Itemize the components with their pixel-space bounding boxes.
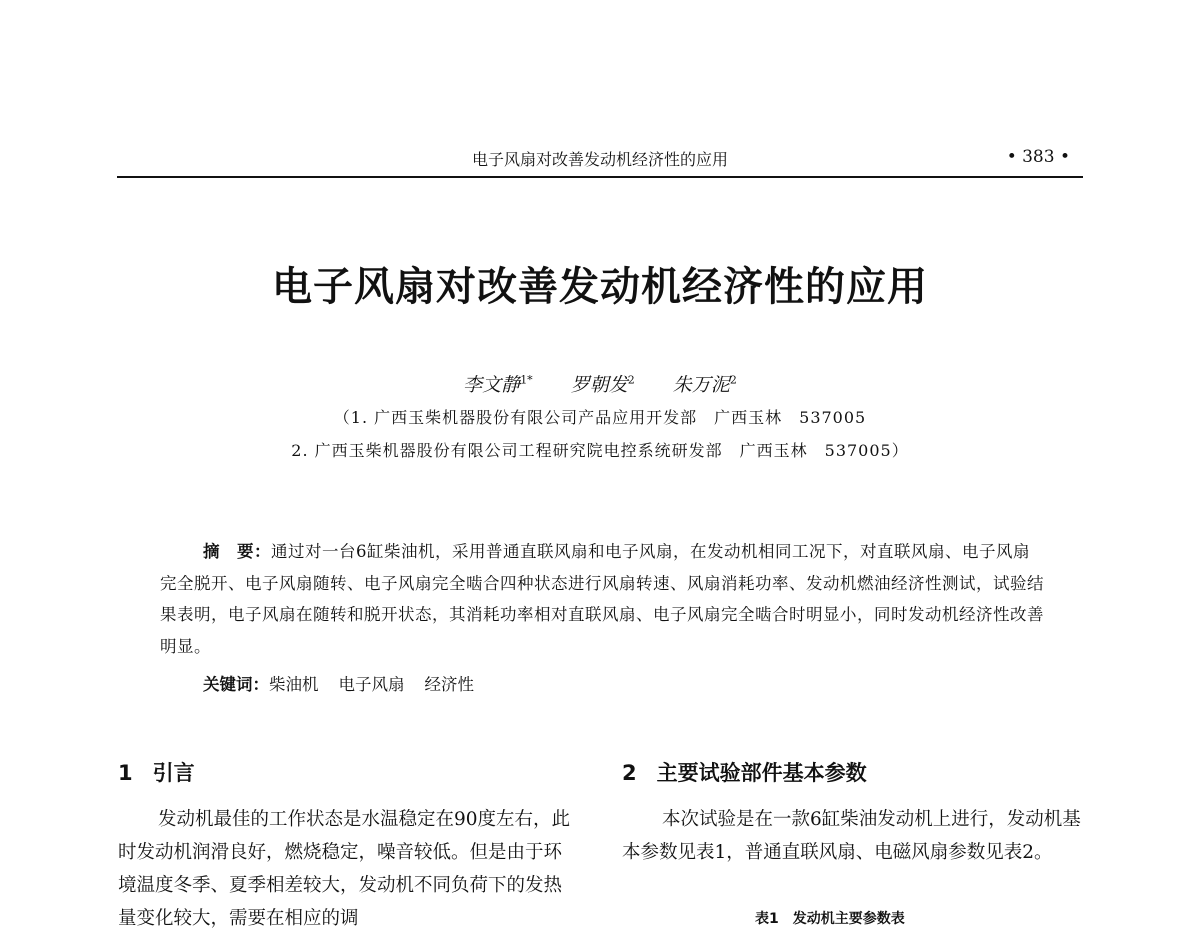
author-name: 朱万泥 [672,374,730,396]
section-heading-1 [118,757,195,787]
keywords-label: 关键词： [203,675,269,694]
author-affil-mark: 2 [627,373,635,387]
abstract-text: 通过对一台6缸柴油机，采用普通直联风扇和电子风扇，在发动机相同工况下，对直联风扇、电子风扇完全脱开、电子风扇随转、电子风扇完全啮合四种状态进行风扇转速、风扇消耗功率、发动机燃油经济性测试，试验结果表明，电子风扇在随转和脱开状态，其消耗功率相对直联风扇、电子风扇完全啮合时明显小，同时发动机经济性改善明显。 [160,542,1044,656]
header-rule [117,176,1083,178]
author-affil-mark: 1* [520,373,533,387]
author [463,374,533,396]
keyword: 经济性 [424,675,474,694]
page-number: • 383 • [1006,147,1070,167]
author [571,374,635,396]
table-caption: 表1 发动机主要参数表 [755,911,905,927]
section-number: 1 [118,761,133,785]
author-name: 罗朝发 [570,374,628,396]
author-affil-mark: 2 [729,373,737,387]
affiliation-2: 2. 广西玉柴机器股份有限公司工程研究院电控系统研发部 广西玉林 537005） [291,441,909,460]
section-1-body: 发动机最佳的工作状态是水温稳定在90度左右，此时发动机润滑良好，燃烧稳定，噪音较低。但是由于环境温度冬季、夏季相差较大，发动机不同负荷下的发热量变化较大，需要在相应的调 [118,809,571,929]
keyword: 电子风扇 [338,675,405,694]
running-title: 电子风扇对改善发动机经济性的应用 [471,150,728,169]
section-title: 主要试验部件基本参数 [656,761,867,785]
abstract-label: 摘 要： [203,542,271,561]
keywords [203,671,494,695]
keyword: 柴油机 [269,675,319,694]
paper-title: 电子风扇对改善发动机经济性的应用 [272,263,928,310]
abstract [160,536,1045,662]
section-title: 引言 [152,761,195,785]
section-heading-2 [622,757,867,787]
author [673,374,737,396]
affiliation-1: （1. 广西玉柴机器股份有限公司产品应用开发部 广西玉林 537005 [333,408,867,427]
author-name: 李文静 [463,374,521,396]
section-number: 2 [622,761,637,785]
section-2-body: 本次试验是在一款6缸柴油发动机上进行，发动机基本参数见表1，普通直联风扇、电磁风扇参数见表2。 [622,809,1081,863]
author-list [0,370,1200,397]
